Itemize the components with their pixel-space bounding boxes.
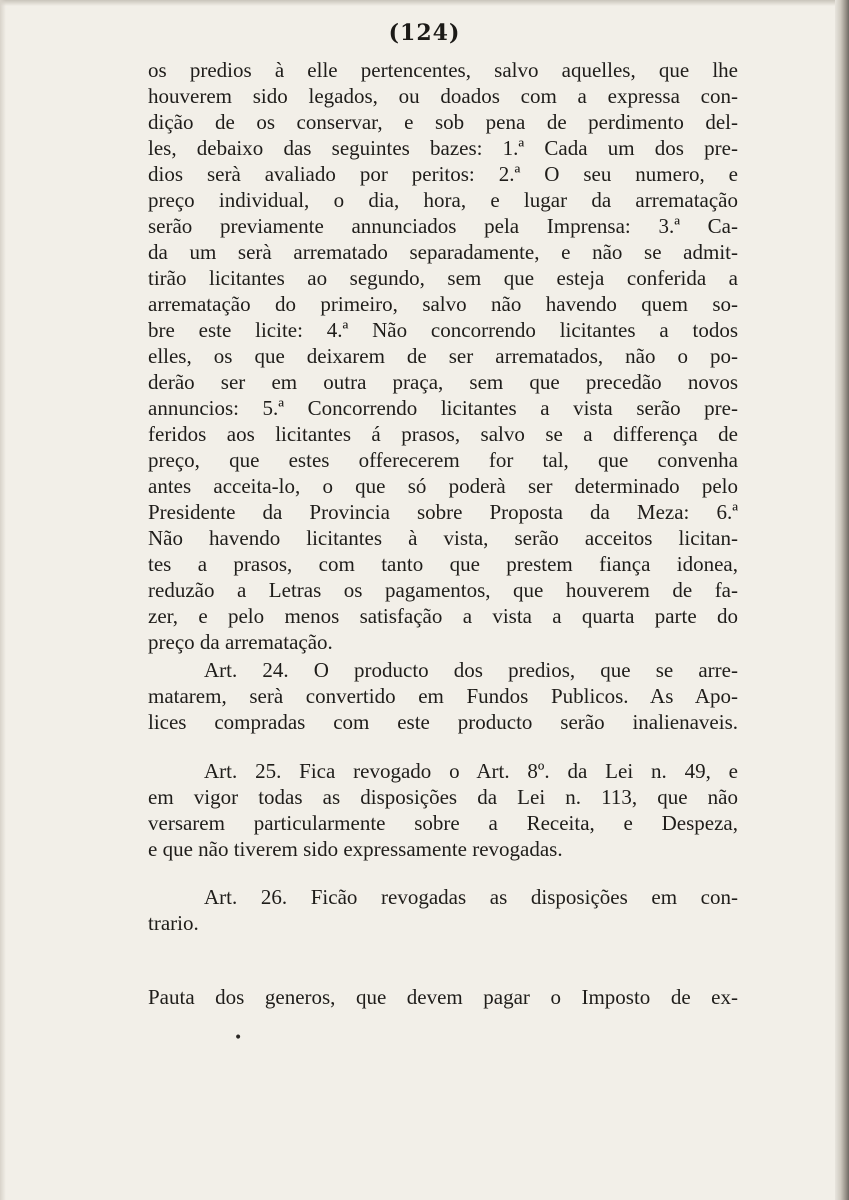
- text-line: versarem particularmente sobre a Receita, e Despeza,: [148, 811, 738, 835]
- text-line: os predios à elle pertencentes, salvo aquelles, que lhe: [148, 58, 738, 82]
- text-line: Art. 24. O producto dos predios, que se arre-: [204, 658, 738, 682]
- article-26: [148, 884, 738, 936]
- text-line: arrematação do primeiro, salvo não havendo quem so-: [148, 292, 738, 316]
- text-line: dição de os conservar, e sob pena de perdimento del-: [148, 110, 738, 134]
- text-line: antes acceita-lo, o que só poderà ser determinado pelo: [148, 474, 738, 498]
- main-paragraph: [148, 57, 738, 655]
- text-line: Não havendo licitantes à vista, serão acceitos licitan-: [148, 526, 738, 550]
- text-line: lices compradas com este producto serão inalienaveis.: [148, 710, 738, 734]
- text-line: preço individual, o dia, hora, e lugar da arrematação: [148, 188, 738, 212]
- tariff-heading: [148, 984, 738, 1010]
- text-line: feridos aos licitantes á prasos, salvo se a differença de: [148, 422, 738, 446]
- text-line: matarem, serà convertido em Fundos Publicos. As Apo-: [148, 684, 738, 708]
- text-line: em vigor todas as disposições da Lei n. 113, que não: [148, 785, 738, 809]
- article-24: [148, 657, 738, 735]
- text-line: elles, os que deixarem de ser arrematados, não o po-: [148, 344, 738, 368]
- page-right-edge-shadow: [835, 0, 849, 1200]
- text-line: Art. 25. Fica revogado o Art. 8º. da Lei n. 49, e: [204, 759, 738, 783]
- page-left-edge: [0, 0, 6, 1200]
- text-line: preço, que estes offerecerem for tal, que convenha: [148, 448, 738, 472]
- text-line: dios serà avaliado por peritos: 2.ª O seu numero, e: [148, 162, 738, 186]
- page-top-edge: [0, 0, 849, 6]
- text-line: da um serà arrematado separadamente, e não se admit-: [148, 240, 738, 264]
- ink-speck: •: [234, 1030, 243, 1046]
- text-line: serão previamente annunciados pela Imprensa: 3.ª Ca-: [148, 214, 738, 238]
- text-line: houverem sido legados, ou doados com a expressa con-: [148, 84, 738, 108]
- text-line: les, debaixo das seguintes bazes: 1.ª Cada um dos pre-: [148, 136, 738, 160]
- text-line: Presidente da Provincia sobre Proposta da Meza: 6.ª: [148, 500, 738, 524]
- page-number: (124): [388, 20, 461, 46]
- text-line: e que não tiverem sido expressamente revogadas.: [148, 837, 563, 861]
- text-line: tirão licitantes ao segundo, sem que esteja conferida a: [148, 266, 738, 290]
- text-line: derão ser em outra praça, sem que precedão novos: [148, 370, 738, 394]
- text-line: zer, e pelo menos satisfação a vista a quarta parte do: [148, 604, 738, 628]
- text-line: preço da arrematação.: [148, 630, 333, 654]
- text-line: annuncios: 5.ª Concorrendo licitantes a vista serão pre-: [148, 396, 738, 420]
- article-25: [148, 758, 738, 862]
- text-line: tes a prasos, com tanto que prestem fiança idonea,: [148, 552, 738, 576]
- text-line: bre este licite: 4.ª Não concorrendo licitantes a todos: [148, 318, 738, 342]
- text-line: trario.: [148, 911, 199, 935]
- text-line: Pauta dos generos, que devem pagar o Imposto de ex-: [148, 985, 738, 1009]
- text-line: Art. 26. Ficão revogadas as disposições em con-: [204, 885, 738, 909]
- text-line: reduzão a Letras os pagamentos, que houverem de fa-: [148, 578, 738, 602]
